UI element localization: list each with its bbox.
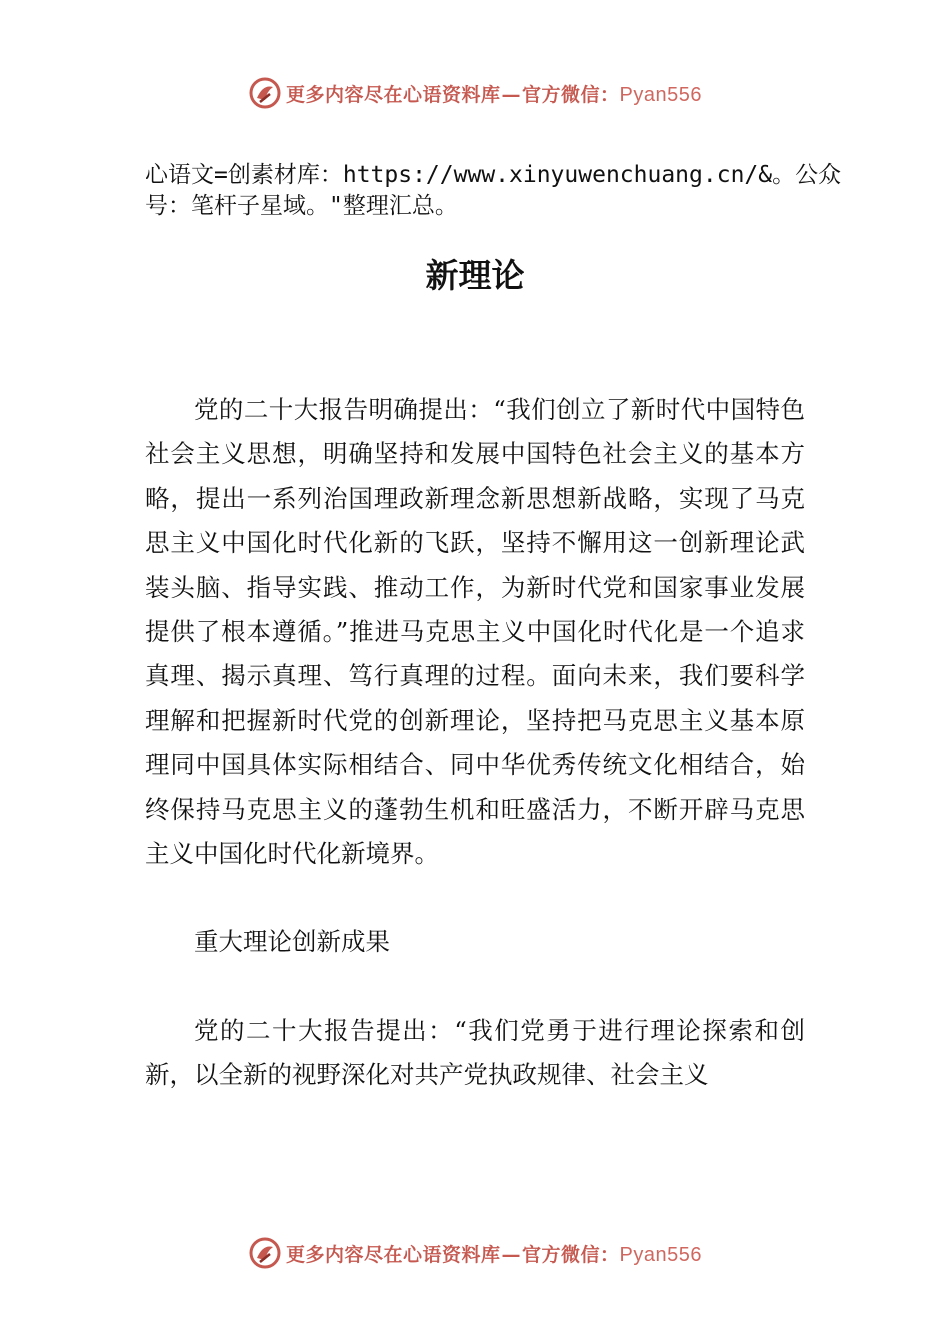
source-note: 心语文=创素材库：https://www.xinyuwenchuang.cn/&。公众号：笔杆子星域。"整理汇总。 <box>145 162 842 219</box>
paragraph: 党的二十大报告明确提出：“我们创立了新时代中国特色社会主义思想，明确坚持和发展中国特色社会主义的基本方略，提出一系列治国理政新理念新思想新战略，实现了马克思主义中国化时代化新的飞跃，坚持不懈用这一创新理论武装头脑、指导实践、推动工作，为新时代党和国家事业发展提供了根本遵循。”推进马克思主义中国化时代化是一个追求真理、揭示真理、笃行真理的过程。面向未来，我们要科学理解和把握新时代党的创新理论，坚持把马克思主义基本原理同中国具体实际相结合、同中华优秀传统文化相结合，始终保持马克思主义的蓬勃生机和旺盛活力，不断开辟马克思主义中国化时代化新境界。 <box>145 395 805 869</box>
paragraph: 党的二十大报告提出：“我们党勇于进行理论探索和创新，以全新的视野深化对共产党执政规律、社会主义 <box>145 1015 805 1090</box>
logo-icon <box>248 1236 282 1270</box>
watermark-text: 更多内容尽在心语资料库—官方微信：Pyan556 <box>286 1243 702 1266</box>
section-heading: 重大理论创新成果 <box>194 927 390 957</box>
watermark-text: 更多内容尽在心语资料库—官方微信：Pyan556 <box>286 83 702 106</box>
watermark-header <box>0 73 950 113</box>
watermark-footer <box>0 1233 950 1273</box>
page-title: 新理论 <box>425 256 525 295</box>
article-body <box>145 388 805 1098</box>
logo-icon <box>248 76 282 110</box>
